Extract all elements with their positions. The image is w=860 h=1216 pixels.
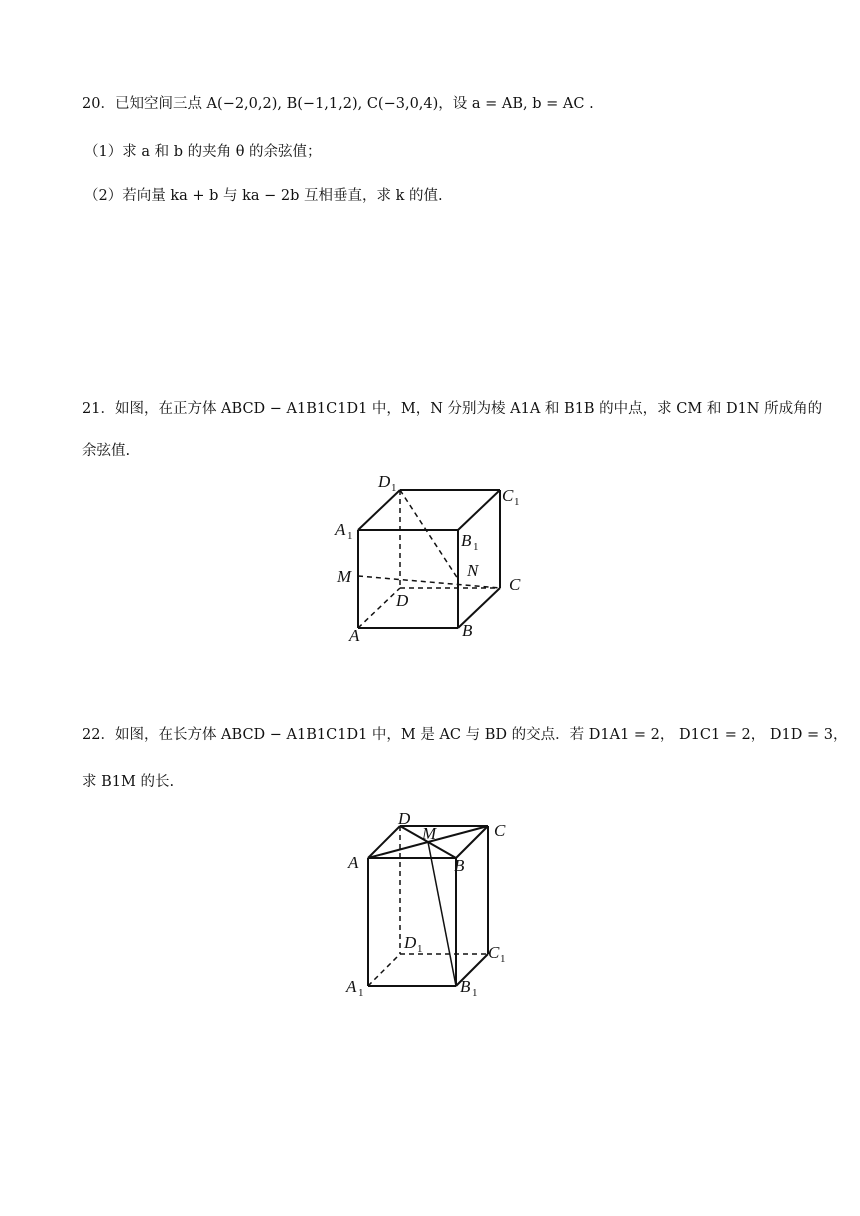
label-C1: C bbox=[502, 486, 514, 505]
label-C1: C bbox=[488, 943, 500, 962]
svg-text:1: 1 bbox=[500, 953, 506, 965]
cuboid-figure bbox=[340, 808, 520, 998]
label-A: A bbox=[349, 626, 360, 645]
q22-statement: 22．如图，在长方体 ABCD − A1B1C1D1 中，M 是 AC 与 BD 的交点．若 D1A1 = 2， D1C1 = 2， D1D = 3， bbox=[82, 727, 848, 743]
svg-text:1: 1 bbox=[391, 482, 397, 494]
label-B: B bbox=[454, 856, 465, 875]
q20-part1: （1）求 a 和 b 的夹角 θ 的余弦值； bbox=[84, 144, 322, 160]
svg-text:1: 1 bbox=[472, 987, 478, 998]
q20-statement: 20．已知空间三点 A(−2,0,2), B(−1,1,2), C(−3,0,4)，设 a = AB, b = AC . bbox=[82, 96, 594, 112]
label-N: N bbox=[467, 561, 479, 580]
label-B1: B bbox=[461, 531, 472, 550]
svg-text:1: 1 bbox=[358, 987, 364, 998]
label-A: A bbox=[348, 853, 359, 872]
svg-text:1: 1 bbox=[473, 541, 479, 553]
svg-text:1: 1 bbox=[417, 943, 423, 955]
q22-statement-cont: 求 B1M 的长. bbox=[82, 774, 175, 790]
label-D1: D bbox=[404, 933, 417, 952]
q21-statement: 21．如图，在正方体 ABCD − A1B1C1D1 中，M，N 分别为棱 A1A 和 B1B 的中点，求 CM 和 D1N 所成角的 bbox=[82, 401, 823, 417]
label-D: D bbox=[396, 591, 409, 610]
label-C: C bbox=[509, 575, 521, 594]
svg-text:1: 1 bbox=[514, 496, 520, 508]
cube-figure bbox=[330, 468, 540, 648]
q21-statement-cont: 余弦值. bbox=[82, 443, 131, 459]
label-D: D bbox=[398, 809, 411, 828]
label-A1: A bbox=[346, 977, 357, 996]
svg-text:1: 1 bbox=[347, 530, 353, 542]
label-C: C bbox=[494, 821, 506, 840]
label-B1: B bbox=[460, 977, 471, 996]
label-M: M bbox=[422, 824, 437, 843]
q20-part2: （2）若向量 ka + b 与 ka − 2b 互相垂直，求 k 的值. bbox=[84, 188, 443, 204]
label-A1: A bbox=[335, 520, 346, 539]
label-B: B bbox=[462, 621, 473, 640]
label-D1: D bbox=[378, 472, 391, 491]
label-M: M bbox=[337, 567, 352, 586]
